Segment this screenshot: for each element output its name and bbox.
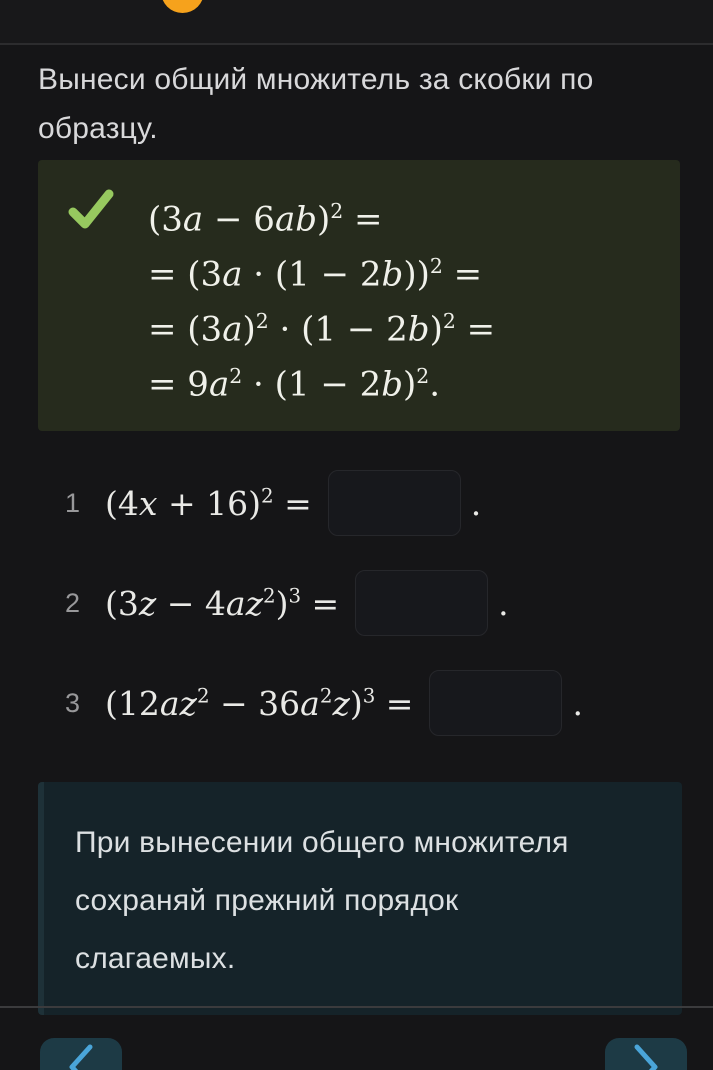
hint-box bbox=[38, 782, 682, 1015]
exercise-list bbox=[38, 468, 683, 738]
task-content bbox=[38, 45, 683, 1015]
example-line-3: = $(3a)^2 \cdot (1 - 2b)^2$ = bbox=[148, 309, 496, 350]
footer-divider bbox=[0, 1006, 713, 1008]
exercise-number: 3 bbox=[65, 687, 81, 718]
example-box bbox=[38, 160, 680, 431]
exercise-number: 2 bbox=[65, 587, 81, 618]
next-button[interactable] bbox=[605, 1038, 687, 1070]
hint-text: При вынесении общего множителя сохраняй прежний порядок слагаемых. bbox=[75, 826, 569, 975]
progress-dot bbox=[161, 0, 204, 13]
checkmark-icon bbox=[66, 186, 116, 232]
example-line-1: $(3a - 6ab)^2$ = bbox=[148, 199, 383, 240]
exercise-formula: $(3z - 4az^2)^3$ = bbox=[105, 583, 340, 623]
example-line-4: = $9a^2 \cdot (1 - 2b)^2$. bbox=[148, 364, 441, 405]
exercise-row-1 bbox=[38, 468, 683, 538]
chevron-left-icon bbox=[64, 1041, 98, 1070]
exercise-formula: $(12az^2 - 36a^2z)^3$ = bbox=[105, 683, 414, 723]
task-title: Вынеси общий множитель за скобки по образцу. bbox=[38, 63, 594, 145]
formula-period: . bbox=[470, 483, 482, 523]
exercise-number: 1 bbox=[65, 487, 81, 518]
example-math-block bbox=[148, 184, 495, 404]
example-line-2: = $(3a \cdot (1 - 2b))^2$ = bbox=[148, 254, 483, 295]
top-bar bbox=[0, 0, 713, 45]
chevron-right-icon bbox=[629, 1041, 663, 1070]
exercise-row-3 bbox=[38, 668, 683, 738]
answer-input-2[interactable] bbox=[355, 570, 488, 636]
formula-period: . bbox=[572, 683, 583, 723]
answer-input-1[interactable] bbox=[328, 470, 461, 536]
formula-period: . bbox=[498, 583, 509, 623]
answer-input-3[interactable] bbox=[429, 670, 562, 736]
exercise-row-2 bbox=[38, 568, 683, 638]
prev-button[interactable] bbox=[40, 1038, 122, 1070]
exercise-formula: $(4x + 16)^2$ = bbox=[105, 483, 312, 523]
